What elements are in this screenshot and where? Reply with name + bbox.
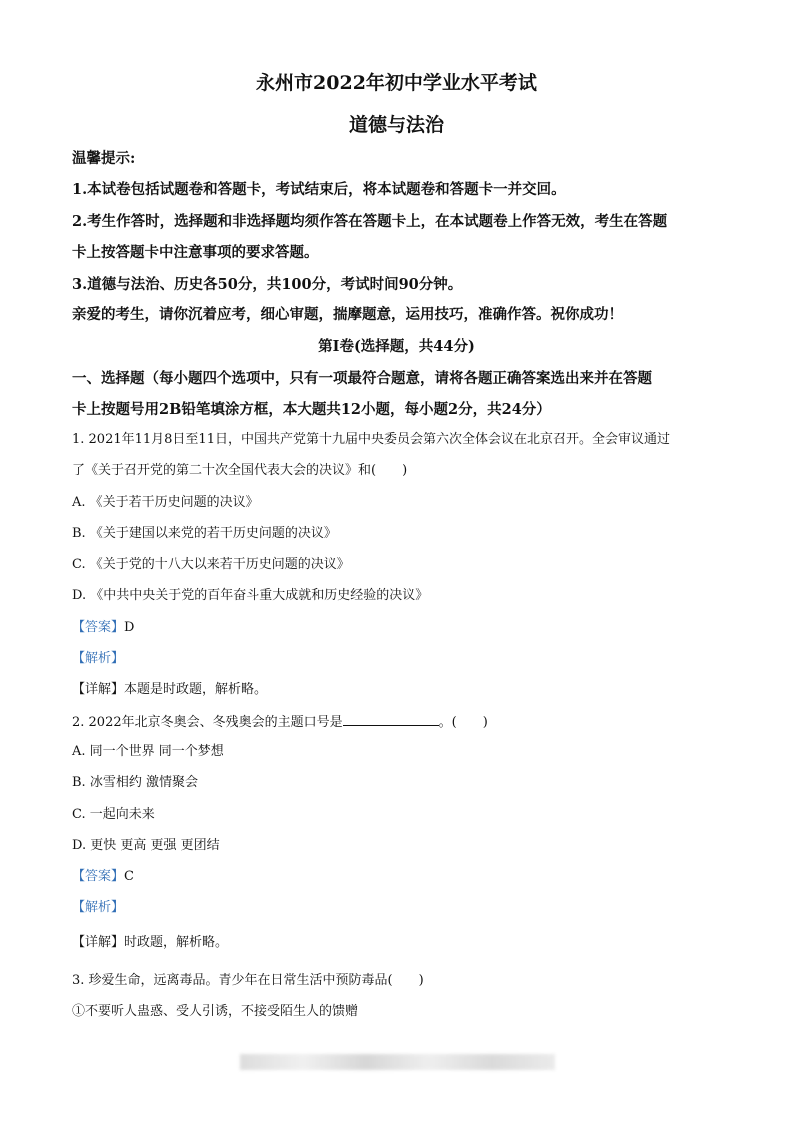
- question-2-option-d: D. 更快 更高 更强 更团结: [72, 838, 220, 853]
- tip-wish: 亲爱的考生，请你沉着应考，细心审题，揣摩题意，运用技巧，准确作答。祝你成功！: [72, 306, 623, 323]
- section-instruction-line-2: 卡上按题号用2B铅笔填涂方框，本大题共12小题，每小题2分，共24分）: [72, 401, 551, 418]
- question-1-option-c: C. 《关于党的十八大以来若干历史问题的决议》: [72, 557, 350, 572]
- question-2-detail: 【详解】时政题，解析略。: [72, 935, 229, 950]
- question-1-analysis-label: 【解析】: [72, 651, 125, 666]
- question-1-detail: 【详解】本题是时政题，解析略。: [72, 682, 268, 697]
- question-1-answer: [72, 619, 732, 637]
- question-1-stem-line-2: 了《关于召开党的第二十次全国代表大会的决议》和( ): [72, 463, 408, 478]
- question-1-option-a: A. 《关于若干历史问题的决议》: [72, 495, 259, 510]
- tip-item-2-line-1: 2.考生作答时，选择题和非选择题均须作答在答题卡上，在本试题卷上作答无效，考生在答题: [72, 213, 668, 230]
- answer-label: 【答案】: [72, 620, 125, 635]
- question-3-stem-line-1: 3. 珍爱生命，远离毒品。青少年在日常生活中预防毒品( ): [72, 973, 424, 988]
- question-2-stem: [72, 712, 732, 732]
- question-2-option-b: B. 冰雪相约 激情聚会: [72, 775, 198, 790]
- blurred-watermark: [240, 1054, 555, 1070]
- answer-label: 【答案】: [72, 869, 125, 884]
- subject-title: 道德与法治: [348, 114, 444, 136]
- tips-heading: 温馨提示:: [72, 150, 136, 167]
- question-2-option-c: C. 一起向未来: [72, 807, 155, 822]
- tip-item-3: 3.道德与法治、历史各50分，共100分，考试时间90分钟。: [72, 276, 463, 293]
- question-2-option-a: A. 同一个世界 同一个梦想: [72, 744, 224, 759]
- tip-item-1: 1.本试卷包括试题卷和答题卡，考试结束后，将本试题卷和答题卡一并交回。: [72, 181, 566, 198]
- question-2-stem-after: 。( ): [438, 715, 488, 730]
- section-title: 第Ⅰ卷(选择题，共44分): [318, 338, 475, 355]
- exam-title: 永州市2022年初中学业水平考试: [256, 72, 537, 94]
- question-1-option-d: D. 《中共中央关于党的百年奋斗重大成就和历史经验的决议》: [72, 588, 429, 603]
- fill-in-blank: [343, 712, 439, 726]
- question-1-stem-line-1: 1. 2021年11月8日至11日，中国共产党第十九届中央委员会第六次全体会议在北京召开。全会审议通过: [72, 432, 670, 447]
- tip-item-2-line-2: 卡上按答题卡中注意事项的要求答题。: [72, 244, 319, 261]
- answer-value: C: [124, 869, 134, 884]
- question-2-analysis-label: 【解析】: [72, 900, 125, 915]
- section-instruction-line-1: 一、选择题（每小题四个选项中，只有一项最符合题意，请将各题正确答案选出来并在答题: [72, 370, 652, 387]
- question-3-item-1: ①不要听人蛊惑、受人引诱，不接受陌生人的馈赠: [72, 1004, 359, 1019]
- question-2-stem-before: 2. 2022年北京冬奥会、冬残奥会的主题口号是: [72, 715, 343, 730]
- question-1-option-b: B. 《关于建国以来党的若干历史问题的决议》: [72, 526, 337, 541]
- answer-value: D: [124, 620, 135, 635]
- question-2-answer: [72, 868, 732, 886]
